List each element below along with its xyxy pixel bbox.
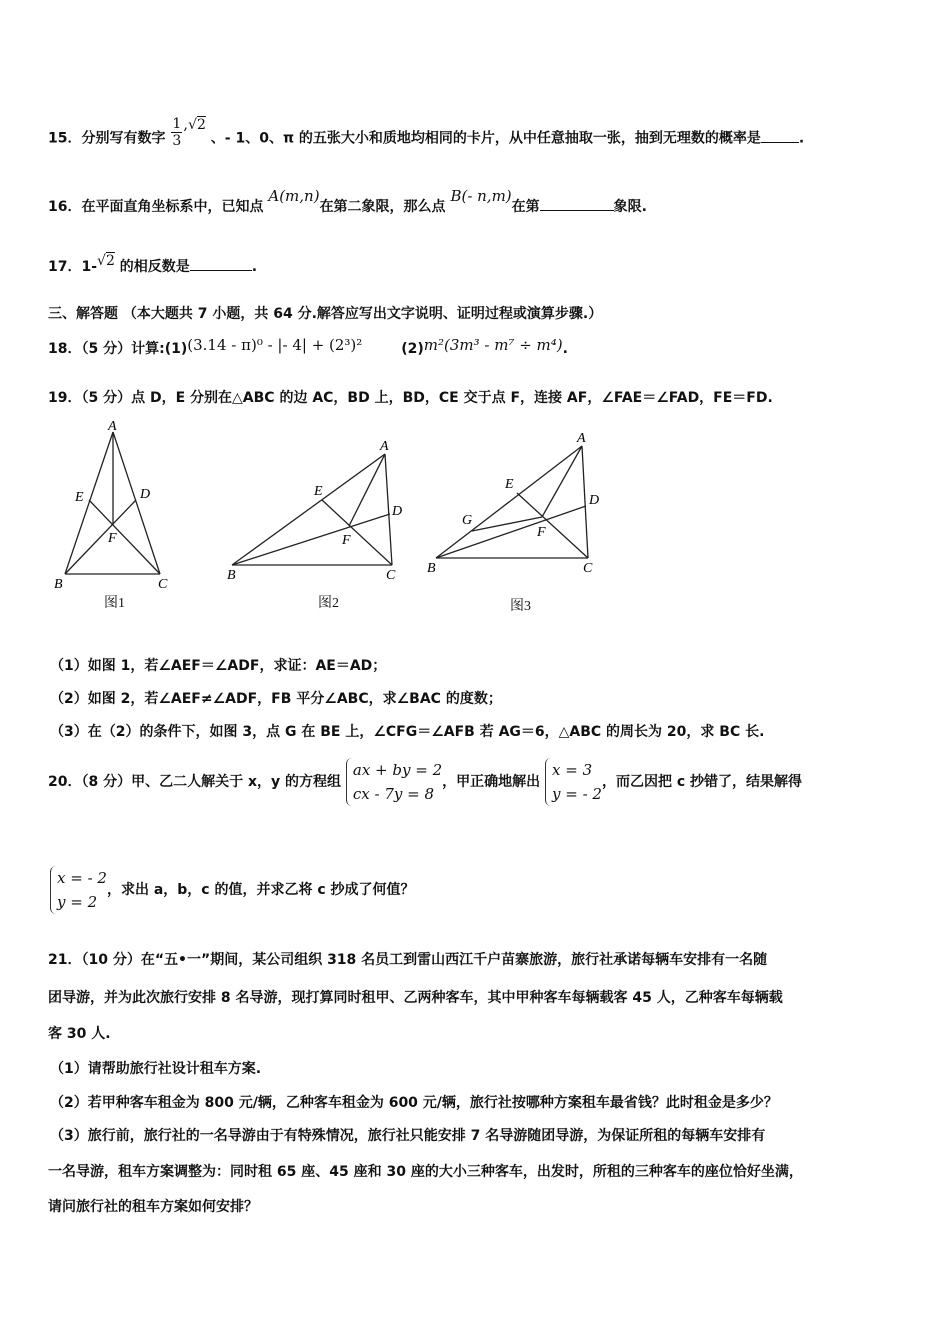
sqrt-two: √2	[188, 116, 206, 133]
fig2-label-a: A	[380, 439, 389, 454]
q15-number: 15．	[48, 130, 82, 147]
fig2-label-b: B	[227, 568, 236, 583]
sqrt-arg: 2	[105, 253, 115, 269]
q18-end: .	[562, 341, 568, 357]
q18-part2: (2)	[401, 341, 424, 357]
fig2-label-e: E	[314, 484, 323, 499]
q16-mid: 在第二象限，那么点	[319, 199, 446, 215]
fig3-label-e: E	[505, 477, 514, 492]
q20-system	[346, 758, 442, 806]
q19-sub1: （1）如图 1，若∠AEF＝∠ADF，求证：AE＝AD；	[50, 658, 387, 674]
point-b: B(- n,m)	[450, 187, 512, 205]
question-20	[48, 754, 802, 810]
question-16	[48, 187, 647, 217]
q20-eq1: ax + by = 2	[352, 761, 443, 779]
q19-number: 19．	[48, 390, 82, 406]
fig3-label-f: F	[537, 525, 546, 540]
q16-number: 16．	[48, 199, 82, 215]
fig2-side-ab	[232, 454, 385, 565]
sqrt-arg: 2	[196, 116, 206, 133]
q17-lead: 1-	[81, 259, 98, 275]
fig1-label-f: F	[108, 531, 117, 546]
q20-sol1a: x = 3	[552, 761, 593, 779]
q16-end: 象限.	[613, 199, 647, 215]
question-17	[48, 253, 258, 277]
q20-number: 20．	[48, 774, 82, 790]
q17-rest: 的相反数是	[119, 259, 190, 275]
question-19-stem	[48, 388, 773, 408]
q21-sub3c: 请问旅行社的租车方案如何安排？	[48, 1199, 258, 1215]
q19-sub2: （2）如图 2，若∠AEF≠∠ADF，FB 平分∠ABC，求∠BAC 的度数；	[50, 691, 502, 707]
fig3-label-a: A	[577, 431, 586, 446]
q21-sub2: （2）若甲种客车租金为 800 元/辆，乙种客车租金为 600 元/辆，旅行社按哪种方案租车最省钱？此时租金是多少？	[50, 1095, 778, 1111]
q20-sol1b: y = - 2	[552, 785, 602, 803]
q21-line2: 团导游，并为此次旅行安排 8 名导游，现打算同时租甲、乙两种客车，其中甲种客车每辆载客 45 人，乙种客车每辆载	[48, 990, 783, 1006]
q21-line1: 21．（10 分）在“五•一”期间，某公司组织 318 名员工到雷山西江千户苗寨旅游，旅行社承诺每辆车安排有一名随	[48, 952, 768, 968]
q19-figures	[40, 420, 920, 620]
fig3-caption: 图3	[510, 599, 531, 614]
figure-3	[436, 446, 588, 558]
q20-lead: （8 分）甲、乙二人解关于 x，y 的方程组	[81, 774, 342, 790]
fig1-side-ab	[65, 432, 113, 574]
fig1-side-ac	[113, 432, 160, 574]
q21-line3: 客 30 人.	[48, 1026, 111, 1042]
q20-mid2: ，而乙因把 c 抄错了，结果解得	[601, 774, 803, 790]
q21-sub3b: 一名导游，租车方案调整为：同时租 65 座、45 座和 30 座的大小三种客车，出发时，所租的三种客车的座位恰好坐满，	[48, 1164, 803, 1180]
question-20-cont	[48, 862, 415, 918]
section-3-heading	[48, 304, 602, 324]
q21-sub1: （1）请帮助旅行社设计租车方案.	[50, 1061, 262, 1077]
q19-sub3: （3）在（2）的条件下，如图 3，点 G 在 BE 上，∠CFG＝∠AFB 若 AG＝6，△ABC 的周长为 20，求 BC 长.	[50, 724, 765, 740]
fig2-label-f: F	[342, 533, 351, 548]
fig3-label-c: C	[583, 561, 593, 576]
q20-eq2: cx - 7y = 8	[352, 785, 435, 803]
q20-sol2a: x = - 2	[57, 869, 107, 887]
frac-num: 1	[172, 116, 182, 132]
q20-solution-yi	[50, 866, 107, 914]
q16-mid2: 在第	[511, 199, 540, 215]
section-title: 三、解答题	[48, 306, 118, 322]
fig3-label-b: B	[427, 561, 436, 576]
q18-expr2: m²(3m³ - m⁷ ÷ m⁴)	[423, 336, 563, 354]
q15-sep: ,	[183, 114, 189, 133]
q19-stem-text: （5 分）点 D，E 分别在△ABC 的边 AC，BD 上，BD，CE 交于点 F，连接 AF，∠FAE＝∠FAD，FE＝FD.	[81, 390, 773, 406]
q21-sub3a: （3）旅行前，旅行社的一名导游由于有特殊情况，旅行社只能安排 7 名导游随团导游，为保证所租的每辆车安排有	[50, 1128, 766, 1144]
q20-mid: ，甲正确地解出	[442, 774, 541, 790]
fig1-label-d: D	[140, 487, 151, 502]
q20-end: ，求出 a，b，c 的值，并求乙将 c 抄成了何值？	[106, 882, 415, 898]
fig1-label-c: C	[158, 577, 168, 592]
fig3-segment-gf	[472, 517, 542, 531]
fig3-label-g: G	[462, 513, 473, 528]
q17-number: 17．	[48, 259, 82, 275]
q16-answer-blank[interactable]	[540, 196, 614, 211]
question-15	[48, 114, 805, 155]
fig2-side-ac	[385, 454, 392, 565]
fig3-segment-bd	[436, 506, 586, 558]
q15-end: .	[798, 130, 805, 147]
fig1-caption: 图1	[104, 596, 125, 611]
q17-end: .	[251, 259, 258, 275]
q18-score: （5 分）计算:(1)	[81, 341, 188, 357]
fig3-segment-ce	[517, 493, 588, 558]
q20-sol2b: y = 2	[57, 893, 98, 911]
section-note: （本大题共 7 小题，共 64 分.解答应写出文字说明、证明过程或演算步骤.）	[122, 306, 603, 322]
fig1-label-a: A	[108, 420, 117, 434]
fig3-side-ac	[582, 446, 588, 558]
fig2-segment-bd	[232, 514, 390, 565]
q20-solution-jia	[545, 758, 602, 806]
q18-expr1: (3.14 - π)⁰ - |- 4| + (2³)²	[187, 336, 363, 354]
q15-answer-blank[interactable]	[761, 128, 799, 143]
fig1-label-e: E	[75, 490, 84, 505]
question-18	[48, 338, 568, 359]
fraction-one-third	[171, 116, 182, 149]
fig2-segment-af	[349, 454, 385, 526]
q16-lead: 在平面直角坐标系中，已知点	[81, 199, 264, 215]
frac-den: 3	[172, 133, 182, 149]
sqrt-two: √2	[97, 253, 115, 269]
fig3-label-d: D	[589, 493, 600, 508]
fig3-segment-af	[542, 446, 582, 517]
fig1-label-b: B	[54, 577, 63, 592]
q17-answer-blank[interactable]	[190, 256, 252, 271]
fig2-label-c: C	[386, 568, 396, 583]
figure-2	[232, 454, 392, 565]
fig2-label-d: D	[392, 504, 403, 519]
fig3-side-ab	[436, 446, 582, 558]
point-a: A(m,n)	[268, 187, 320, 205]
q18-number: 18．	[48, 341, 82, 357]
q15-rest: 、- 1、0、π 的五张大小和质地均相同的卡片，从中任意抽取一张，抽到无理数的概率是	[210, 130, 761, 147]
q15-lead: 分别写有数字	[81, 130, 166, 147]
fig2-caption: 图2	[318, 596, 339, 611]
